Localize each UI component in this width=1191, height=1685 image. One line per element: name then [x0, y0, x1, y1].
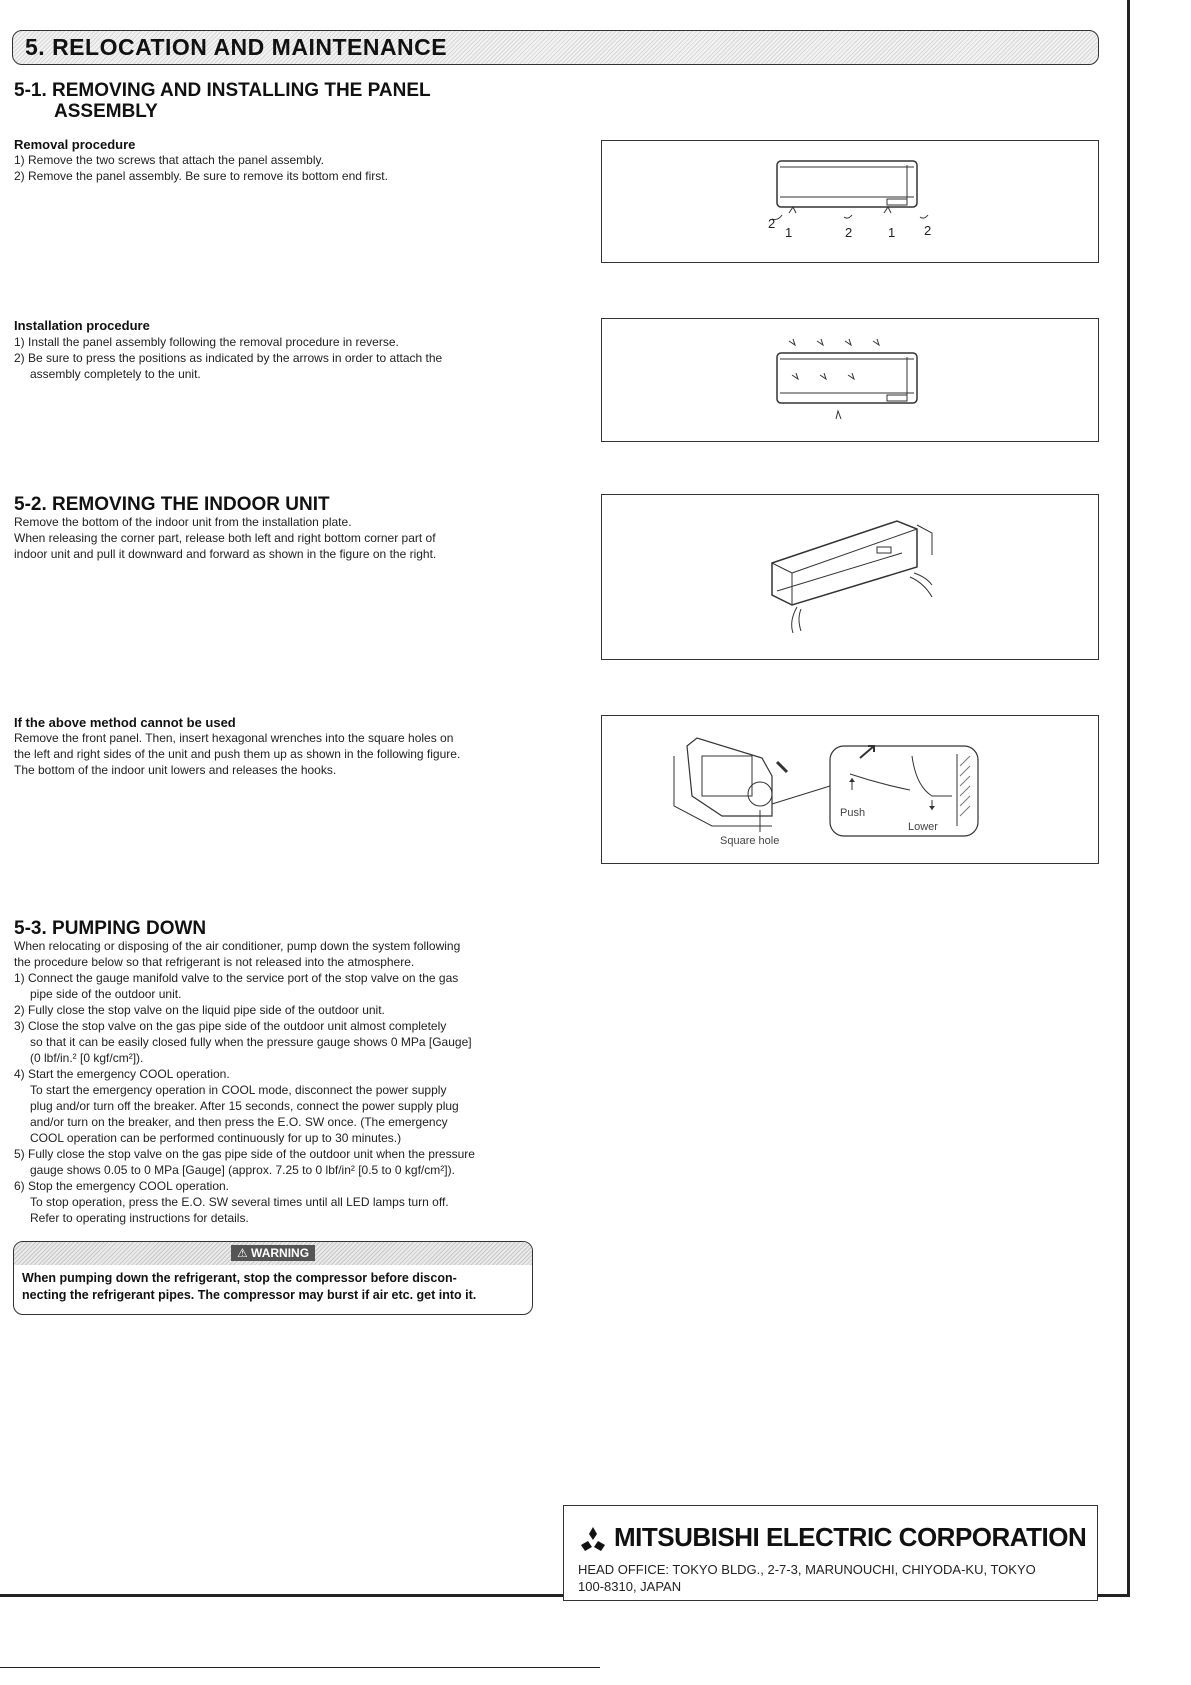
corporation-name: MITSUBISHI ELECTRIC CORPORATION [578, 1522, 1086, 1553]
removal-steps: 1) Remove the two screws that attach the panel assembly. 2) Remove the panel assembly. Be sure to remove its bottom end first. [14, 153, 388, 183]
warning-box [13, 1241, 533, 1315]
warning-label: ⚠ WARNING [231, 1245, 315, 1261]
pumping-down-line: 5) Fully close the stop valve on the gas pipe side of the outdoor unit when the pressure [14, 1147, 475, 1161]
pumping-down-line: pipe side of the outdoor unit. [30, 987, 182, 1001]
pumping-down-line: 4) Start the emergency COOL operation. [14, 1067, 230, 1081]
figure-square-hole-wrench [601, 715, 1099, 864]
square-hole-drawing [602, 716, 1098, 863]
pumping-down-line: (0 lbf/in.² [0 kgf/cm²]). [30, 1051, 144, 1065]
pumping-down-line: 1) Connect the gauge manifold valve to the service port of the stop valve on the gas [14, 971, 459, 985]
fig1-label: 2 [845, 225, 853, 240]
fig1-label: 2 [924, 223, 932, 238]
fig1-label: 1 [888, 225, 896, 240]
pumping-down-line: To stop operation, press the E.O. SW several times until all LED lamps turn off. [30, 1195, 449, 1209]
page-footer-rule [0, 1667, 600, 1668]
pumping-down-line: 3) Close the stop valve on the gas pipe side of the outdoor unit almost completely [14, 1019, 447, 1033]
section-5-3-title: 5-3. PUMPING DOWN [14, 918, 207, 939]
pumping-down-line: and/or turn on the breaker, and then press the E.O. SW once. (The emergency [30, 1115, 448, 1129]
pumping-down-line: To start the emergency operation in COOL mode, disconnect the power supply [30, 1083, 447, 1097]
figure-indoor-unit-removal [601, 494, 1099, 660]
warning-header [14, 1242, 532, 1265]
banner-title: 5. RELOCATION AND MAINTENANCE [25, 34, 448, 60]
figure-panel-installation [601, 318, 1099, 442]
fig1-label: 1 [785, 225, 793, 240]
three-diamonds-logo-icon [578, 1526, 608, 1552]
pumping-down-line: gauge shows 0.05 to 0 MPa [Gauge] (approx. 7.25 to 0 lbf/in² [0.5 to 0 kgf/cm²]). [30, 1163, 455, 1177]
pumping-down-line: When relocating or disposing of the air conditioner, pump down the system following [14, 939, 461, 953]
corporation-address: HEAD OFFICE: TOKYO BLDG., 2-7-3, MARUNOUCHI, CHIYODA-KU, TOKYO 100-8310, JAPAN [578, 1562, 1036, 1594]
fig1-label: 2 [768, 216, 776, 231]
warning-text: When pumping down the refrigerant, stop the compressor before discon- necting the refrigerant pipes. The compressor may burst if air etc. get into it. [22, 1271, 477, 1302]
panel-installation-drawing [602, 319, 1098, 441]
figure-panel-removal [601, 140, 1099, 263]
pumping-down-line: so that it can be easily closed fully when the pressure gauge shows 0 MPa [Gauge] [30, 1035, 472, 1049]
alt-method-heading: If the above method cannot be used [14, 715, 236, 730]
removal-heading: Removal procedure [14, 137, 136, 152]
pumping-down-line: COOL operation can be performed continuously for up to 30 minutes.) [30, 1131, 402, 1145]
section-banner [12, 30, 1099, 65]
pumping-down-line: 2) Fully close the stop valve on the liquid pipe side of the outdoor unit. [14, 1003, 385, 1017]
pumping-down-line: the procedure below so that refrigerant is not released into the atmosphere. [14, 955, 415, 969]
pumping-down-line: 6) Stop the emergency COOL operation. [14, 1179, 230, 1193]
section-5-2-title: 5-2. REMOVING THE INDOOR UNIT [14, 494, 330, 515]
installation-heading: Installation procedure [14, 318, 150, 333]
installation-steps: 1) Install the panel assembly following the removal procedure in reverse. 2) Be sure to press the positions as indicated by the arrows in order to attach the assembly completely to the unit. [14, 335, 443, 381]
pumping-down-line: plug and/or turn off the breaker. After 15 seconds, connect the power supply plug [30, 1099, 459, 1113]
page-border-right [1127, 0, 1130, 1597]
section-5-1-title: 5-1. REMOVING AND INSTALLING THE PANEL ASSEMBLY [14, 80, 431, 122]
indoor-unit-drawing [602, 495, 1098, 659]
panel-removal-drawing [602, 141, 1098, 262]
alt-method-text: Remove the front panel. Then, insert hexagonal wrenches into the square holes on the left and right sides of the unit and push them up as shown in the following figure. The bottom of the indoor unit lowers and releases the hooks. [14, 731, 461, 777]
push-label: Push [840, 807, 866, 819]
corporation-box [563, 1505, 1098, 1601]
pumping-down-text [14, 938, 475, 1226]
pumping-down-line: Refer to operating instructions for details. [30, 1211, 249, 1225]
section-5-2-text: Remove the bottom of the indoor unit from the installation plate. When releasing the corner part, release both left and right bottom corner part of indoor unit and pull it downward and forward as shown in the figure on the right. [14, 515, 437, 561]
lower-label: Lower [908, 821, 938, 833]
square-hole-label: Square hole [720, 835, 780, 847]
